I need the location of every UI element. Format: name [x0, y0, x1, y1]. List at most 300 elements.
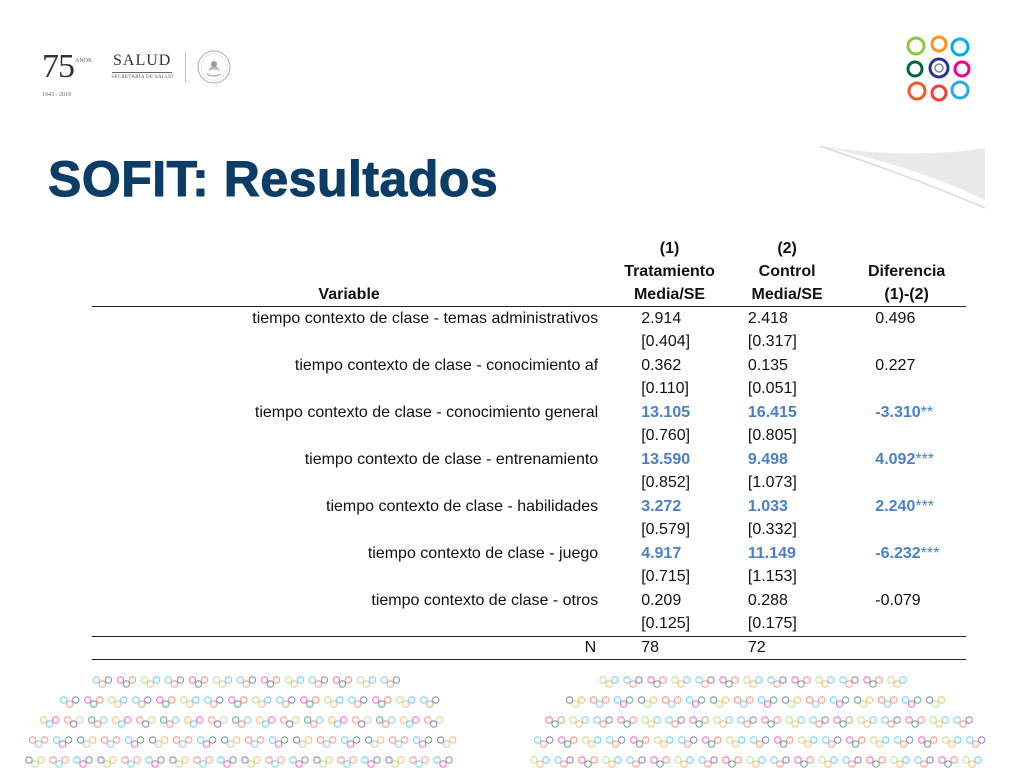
variable-label-empty: [92, 519, 612, 543]
decor-ring-cluster: [762, 717, 780, 727]
control-mean-value: 2.418: [747, 309, 788, 327]
treatment-se: [612, 425, 727, 449]
decor-ring-cluster: [74, 757, 92, 767]
decor-ring-cluster: [301, 697, 319, 707]
table-row-se: [92, 425, 966, 449]
header-logos: [42, 44, 232, 98]
decor-ring-cluster: [686, 697, 704, 707]
control-se-value: [0.805]: [747, 427, 797, 445]
table-row: [92, 448, 966, 472]
control-se: [727, 566, 847, 590]
decor-ring-cluster: [624, 677, 642, 687]
decor-ring-cluster: [758, 697, 776, 707]
decor-ring-cluster: [98, 757, 116, 767]
decor-ring-cluster: [823, 737, 841, 747]
decor-ring-cluster: [710, 697, 728, 707]
decor-ring-cluster: [185, 717, 203, 727]
variable-label-value: tiempo contexto de clase - otros: [371, 591, 599, 609]
decor-ring-cluster: [943, 737, 961, 747]
decor-ring-cluster: [714, 717, 732, 727]
significance-stars: **: [920, 403, 934, 421]
difference-value: -0.079: [875, 591, 921, 609]
control-se: [727, 331, 847, 355]
decor-ring-cluster: [65, 717, 83, 727]
variable-label-value: tiempo contexto de clase - temas administrativos: [252, 309, 599, 327]
decor-ring-cluster: [333, 677, 351, 687]
control-mean: [727, 354, 847, 378]
table-row: [92, 354, 966, 378]
header-cell: [92, 260, 612, 283]
treatment-mean-value: 0.209: [641, 591, 682, 609]
decor-ring-cluster: [655, 737, 673, 747]
treatment-se-value: [0.125]: [641, 615, 691, 633]
decor-ring-cluster: [113, 717, 131, 727]
difference-se-empty: [847, 425, 966, 449]
table-row: [92, 495, 966, 519]
decor-ring-cluster: [218, 757, 236, 767]
variable-label: [92, 542, 612, 566]
decor-ring-cluster: [926, 697, 944, 707]
anniversary-number: 75: [42, 48, 74, 85]
decor-ring-cluster: [89, 717, 107, 727]
n-label: N: [92, 637, 612, 660]
decor-ring-cluster: [888, 677, 906, 687]
decor-ring-cluster: [293, 737, 311, 747]
decor-ring-cluster: [840, 677, 858, 687]
decor-ring-cluster: [607, 737, 625, 747]
decor-ring-cluster: [170, 757, 188, 767]
table-body: [92, 307, 966, 637]
control-se-value: [1.073]: [747, 474, 797, 492]
decor-ring-cluster: [341, 737, 359, 747]
decor-ring-cluster: [799, 737, 817, 747]
treatment-se-value: [0.852]: [641, 474, 691, 492]
decor-ring-cluster: [915, 757, 933, 767]
decor-ring-cluster: [906, 717, 924, 727]
decor-ring-cluster: [189, 677, 207, 687]
decor-ring-cluster: [696, 677, 714, 687]
decor-ring-cluster: [85, 697, 103, 707]
decor-ring-cluster: [421, 697, 439, 707]
decor-ring-cluster: [266, 757, 284, 767]
difference-se-empty: [847, 566, 966, 590]
control-se: [727, 472, 847, 496]
decor-ring-cluster: [843, 757, 861, 767]
decor-ring-cluster: [747, 757, 765, 767]
control-mean-value: 11.149: [747, 544, 796, 562]
control-se: [727, 378, 847, 402]
difference-value: 4.092: [875, 450, 916, 468]
decor-ring-cluster: [771, 757, 789, 767]
treatment-se: [612, 613, 727, 637]
agency-logo: [111, 52, 173, 80]
treatment-se: [612, 331, 727, 355]
decor-ring-cluster: [535, 737, 553, 747]
decor-ring-cluster: [362, 757, 380, 767]
variable-label-value: tiempo contexto de clase - conocimiento af: [294, 356, 599, 374]
header-cell: Media/SE: [612, 283, 727, 307]
header-cell: [847, 237, 966, 260]
decor-ring-cluster: [531, 757, 549, 767]
decor-ring-cluster: [566, 697, 584, 707]
decor-ring-cluster: [253, 697, 271, 707]
variable-label-empty: [92, 331, 612, 355]
slide-title: SOFIT: Resultados: [48, 151, 499, 207]
decor-ring-cluster: [197, 737, 215, 747]
anniversary-logo: [42, 48, 92, 98]
decor-ring-cluster: [594, 717, 612, 727]
decor-ring-cluster: [642, 717, 660, 727]
decor-ring-cluster: [782, 697, 800, 707]
control-mean: [727, 495, 847, 519]
control-mean: [727, 589, 847, 613]
header-row-1: [92, 237, 966, 260]
logo-separator: [185, 52, 186, 82]
decor-ring-cluster: [830, 697, 848, 707]
header-cell-variable: Variable: [92, 283, 612, 307]
decor-ring-cluster: [810, 717, 828, 727]
decor-ring-cluster: [109, 697, 127, 707]
decor-ring-cluster: [902, 697, 920, 707]
decor-ring-cluster: [727, 737, 745, 747]
decor-ring-cluster: [579, 757, 597, 767]
decor-ring-cluster: [930, 717, 948, 727]
treatment-mean-value: 4.917: [641, 544, 682, 562]
decor-ring-cluster: [699, 757, 717, 767]
decor-ring-cluster: [157, 697, 175, 707]
decor-ring-cluster: [410, 757, 428, 767]
variable-label-empty: [92, 613, 612, 637]
decor-ring-cluster: [53, 737, 71, 747]
decor-ring-cluster: [373, 697, 391, 707]
decor-ring-cluster: [775, 737, 793, 747]
decor-ring-cluster: [720, 677, 738, 687]
decor-ring-cluster: [205, 697, 223, 707]
table-row: [92, 401, 966, 425]
decor-ring-cluster: [690, 717, 708, 727]
difference: [847, 589, 966, 613]
decor-ring-cluster: [618, 717, 636, 727]
treatment-mean: [612, 448, 727, 472]
decor-ring-cluster: [325, 697, 343, 707]
decor-ring-cluster: [133, 697, 151, 707]
control-mean-value: 0.288: [747, 591, 788, 609]
decor-ring-cluster: [357, 677, 375, 687]
decor-ring-cluster: [349, 697, 367, 707]
decor-ring-cluster: [891, 757, 909, 767]
decor-ring-cluster: [181, 697, 199, 707]
difference: [847, 354, 966, 378]
difference-se-empty: [847, 378, 966, 402]
decor-ring-cluster: [237, 677, 255, 687]
decor-ring-cluster: [631, 737, 649, 747]
header-row-3: [92, 283, 966, 307]
decor-ring-cluster: [570, 717, 588, 727]
decor-ring-cluster: [117, 677, 135, 687]
decor-ring-cluster: [101, 737, 119, 747]
agency-subtitle: SECRETARÍA DE SALUD: [111, 75, 174, 80]
decor-ring-cluster: [338, 757, 356, 767]
decor-ring-cluster: [242, 757, 260, 767]
decor-ring-cluster: [314, 757, 332, 767]
decor-ring-cluster: [245, 737, 263, 747]
decor-ring-cluster: [734, 697, 752, 707]
decor-ring-cluster: [401, 717, 419, 727]
decor-ring-cluster: [229, 697, 247, 707]
difference: [847, 542, 966, 566]
difference-se-empty: [847, 519, 966, 543]
control-mean: [727, 542, 847, 566]
difference-value: 0.227: [875, 356, 916, 374]
decor-ring-cluster: [329, 717, 347, 727]
header-cell: Diferencia: [867, 263, 946, 280]
variable-label-value: tiempo contexto de clase - juego: [367, 544, 599, 562]
table-row-se: [92, 613, 966, 637]
anniversary-word: AÑOS: [75, 58, 92, 64]
table-row: [92, 307, 966, 331]
header-cell: Tratamiento: [624, 263, 715, 280]
decor-ring-cluster: [213, 677, 231, 687]
difference-value: -6.232: [875, 544, 921, 562]
decor-ring-cluster: [963, 757, 981, 767]
decor-ring-cluster: [221, 737, 239, 747]
control-se-value: [0.175]: [747, 615, 797, 633]
decor-ring-cluster: [146, 757, 164, 767]
decor-ring-cluster: [583, 737, 601, 747]
decor-ring-cluster: [309, 677, 327, 687]
decor-ring-cluster: [41, 717, 59, 727]
decor-ring-cluster: [93, 677, 111, 687]
treatment-se: [612, 566, 727, 590]
decor-ring-cluster: [434, 757, 452, 767]
table-row-se: [92, 519, 966, 543]
header-cell: Control: [758, 263, 816, 280]
n-diff-empty: [847, 637, 966, 660]
decor-ring-cluster: [269, 737, 287, 747]
treatment-mean: [612, 589, 727, 613]
variable-label: [92, 354, 612, 378]
variable-label: [92, 448, 612, 472]
variable-label-empty: [92, 566, 612, 590]
header-cell: (1)-(2): [847, 283, 966, 307]
decor-ring-cluster: [627, 757, 645, 767]
decor-ring-cluster: [377, 717, 395, 727]
decor-ring-cluster: [257, 717, 275, 727]
decor-ring-cluster: [161, 717, 179, 727]
variable-label-value: tiempo contexto de clase - conocimiento general: [254, 403, 599, 421]
header-cell: Media/SE: [727, 283, 847, 307]
decor-ring-cluster: [871, 737, 889, 747]
variable-label-value: tiempo contexto de clase - habilidades: [326, 497, 599, 515]
treatment-mean: [612, 542, 727, 566]
decor-ring-cluster: [816, 677, 834, 687]
decor-ring-cluster: [26, 757, 44, 767]
decor-ring-cluster: [672, 677, 690, 687]
decor-ring-cluster: [768, 677, 786, 687]
decor-ring-cluster: [141, 677, 159, 687]
header-cell: (2): [777, 240, 797, 257]
control-mean: [727, 448, 847, 472]
decor-ring-cluster: [603, 757, 621, 767]
decor-ring-cluster: [353, 717, 371, 727]
decor-ring-cluster: [437, 737, 455, 747]
control-mean: [727, 401, 847, 425]
treatment-mean-value: 2.914: [641, 309, 682, 327]
decor-ring-cluster: [290, 757, 308, 767]
difference: [847, 307, 966, 331]
difference-value: -3.310: [875, 403, 921, 421]
decor-ring-cluster: [413, 737, 431, 747]
decor-ring-cluster: [723, 757, 741, 767]
control-mean-value: 16.415: [747, 403, 797, 421]
decor-ring-cluster: [425, 717, 443, 727]
agency-divider: [112, 72, 172, 73]
decor-ring-cluster: [125, 737, 143, 747]
table-row: [92, 589, 966, 613]
decor-ring-cluster: [847, 737, 865, 747]
decor-ring-cluster: [795, 757, 813, 767]
decor-ring-cluster: [854, 697, 872, 707]
treatment-se-value: [0.579]: [641, 521, 691, 539]
decor-ring-cluster: [878, 697, 896, 707]
decor-ring-cluster: [648, 677, 666, 687]
decor-ring-cluster: [751, 737, 769, 747]
n-treatment: 78: [612, 637, 727, 660]
treatment-mean: [612, 354, 727, 378]
decor-ring-cluster: [77, 737, 95, 747]
significance-stars: ***: [920, 544, 940, 562]
treatment-se: [612, 378, 727, 402]
significance-stars: ***: [915, 450, 935, 468]
difference-value: 2.240: [875, 497, 916, 515]
treatment-se: [612, 472, 727, 496]
treatment-mean: [612, 307, 727, 331]
control-se-value: [1.153]: [747, 568, 797, 586]
control-mean-value: 9.498: [747, 450, 788, 468]
variable-label: [92, 589, 612, 613]
decor-ring-cluster: [137, 717, 155, 727]
difference: [847, 495, 966, 519]
control-se-value: [0.332]: [747, 521, 797, 539]
decor-ring-cluster: [675, 757, 693, 767]
treatment-mean-value: 0.362: [641, 356, 682, 374]
variable-label-empty: [92, 472, 612, 496]
national-seal-icon: [196, 49, 232, 85]
decor-ring-cluster: [386, 757, 404, 767]
control-se-value: [0.051]: [747, 380, 797, 398]
control-mean-value: 1.033: [747, 497, 788, 515]
table-row-se: [92, 378, 966, 402]
decor-ring-cluster: [173, 737, 191, 747]
difference: [847, 448, 966, 472]
control-se: [727, 519, 847, 543]
variable-label: [92, 307, 612, 331]
control-mean-value: 0.135: [747, 356, 788, 374]
variable-label-empty: [92, 378, 612, 402]
decor-ring-cluster: [954, 717, 972, 727]
decor-ring-cluster: [662, 697, 680, 707]
decor-ring-cluster: [638, 697, 656, 707]
decor-ring-cluster: [738, 717, 756, 727]
treatment-mean-value: 13.590: [641, 450, 691, 468]
treatment-mean: [612, 401, 727, 425]
agency-name: SALUD: [113, 52, 172, 69]
decor-ring-cluster: [919, 737, 937, 747]
decor-ring-cluster: [194, 757, 212, 767]
decor-ring-cluster: [858, 717, 876, 727]
decorative-swoosh: [800, 140, 990, 220]
difference-se-empty: [847, 472, 966, 496]
table-row-se: [92, 472, 966, 496]
decor-ring-cluster: [365, 737, 383, 747]
n-control: 72: [727, 637, 847, 660]
decor-ring-cluster: [397, 697, 415, 707]
decor-ring-cluster: [867, 757, 885, 767]
treatment-se-value: [0.715]: [641, 568, 691, 586]
difference-value: 0.496: [875, 309, 916, 327]
variable-label: [92, 401, 612, 425]
decor-ring-cluster: [819, 757, 837, 767]
decor-ring-cluster: [895, 737, 913, 747]
treatment-se-value: [0.404]: [641, 333, 691, 351]
treatment-mean-value: 13.105: [641, 403, 691, 421]
decor-ring-cluster: [277, 697, 295, 707]
treatment-se: [612, 519, 727, 543]
decor-ring-cluster: [555, 757, 573, 767]
decor-ring-cluster: [261, 677, 279, 687]
control-se: [727, 613, 847, 637]
decor-ring-cluster: [967, 737, 985, 747]
decor-ring-cluster: [679, 737, 697, 747]
decor-ring-cluster: [703, 737, 721, 747]
decor-ring-cluster: [29, 737, 47, 747]
header-cell: [92, 237, 612, 260]
difference-se-empty: [847, 613, 966, 637]
decor-ring-cluster: [939, 757, 957, 767]
footer-ring-pattern: [0, 672, 1024, 768]
difference-se-empty: [847, 331, 966, 355]
decor-ring-cluster: [285, 677, 303, 687]
results-table: [92, 237, 966, 660]
difference: [847, 401, 966, 425]
n-row: [92, 637, 966, 660]
decor-ring-cluster: [590, 697, 608, 707]
decor-ring-cluster: [165, 677, 183, 687]
decor-ring-cluster: [305, 717, 323, 727]
decor-ring-cluster: [546, 717, 564, 727]
table-row: [92, 542, 966, 566]
control-se-value: [0.317]: [747, 333, 797, 351]
decor-ring-cluster: [600, 677, 618, 687]
decor-ring-cluster: [744, 677, 762, 687]
anniversary-years: 1943 - 2018: [42, 92, 71, 98]
control-se: [727, 425, 847, 449]
decor-ring-cluster: [792, 677, 810, 687]
decor-ring-cluster: [806, 697, 824, 707]
variable-label: [92, 495, 612, 519]
decor-ring-cluster: [281, 717, 299, 727]
decor-ring-cluster: [61, 697, 79, 707]
control-mean: [727, 307, 847, 331]
header-row-2: [92, 260, 966, 283]
decor-ring-cluster: [666, 717, 684, 727]
variable-label-value: tiempo contexto de clase - entrenamiento: [304, 450, 599, 468]
decor-ring-cluster: [651, 757, 669, 767]
variable-label-empty: [92, 425, 612, 449]
treatment-se-value: [0.110]: [641, 380, 689, 398]
decor-ring-cluster: [317, 737, 335, 747]
decor-ring-cluster: [122, 757, 140, 767]
